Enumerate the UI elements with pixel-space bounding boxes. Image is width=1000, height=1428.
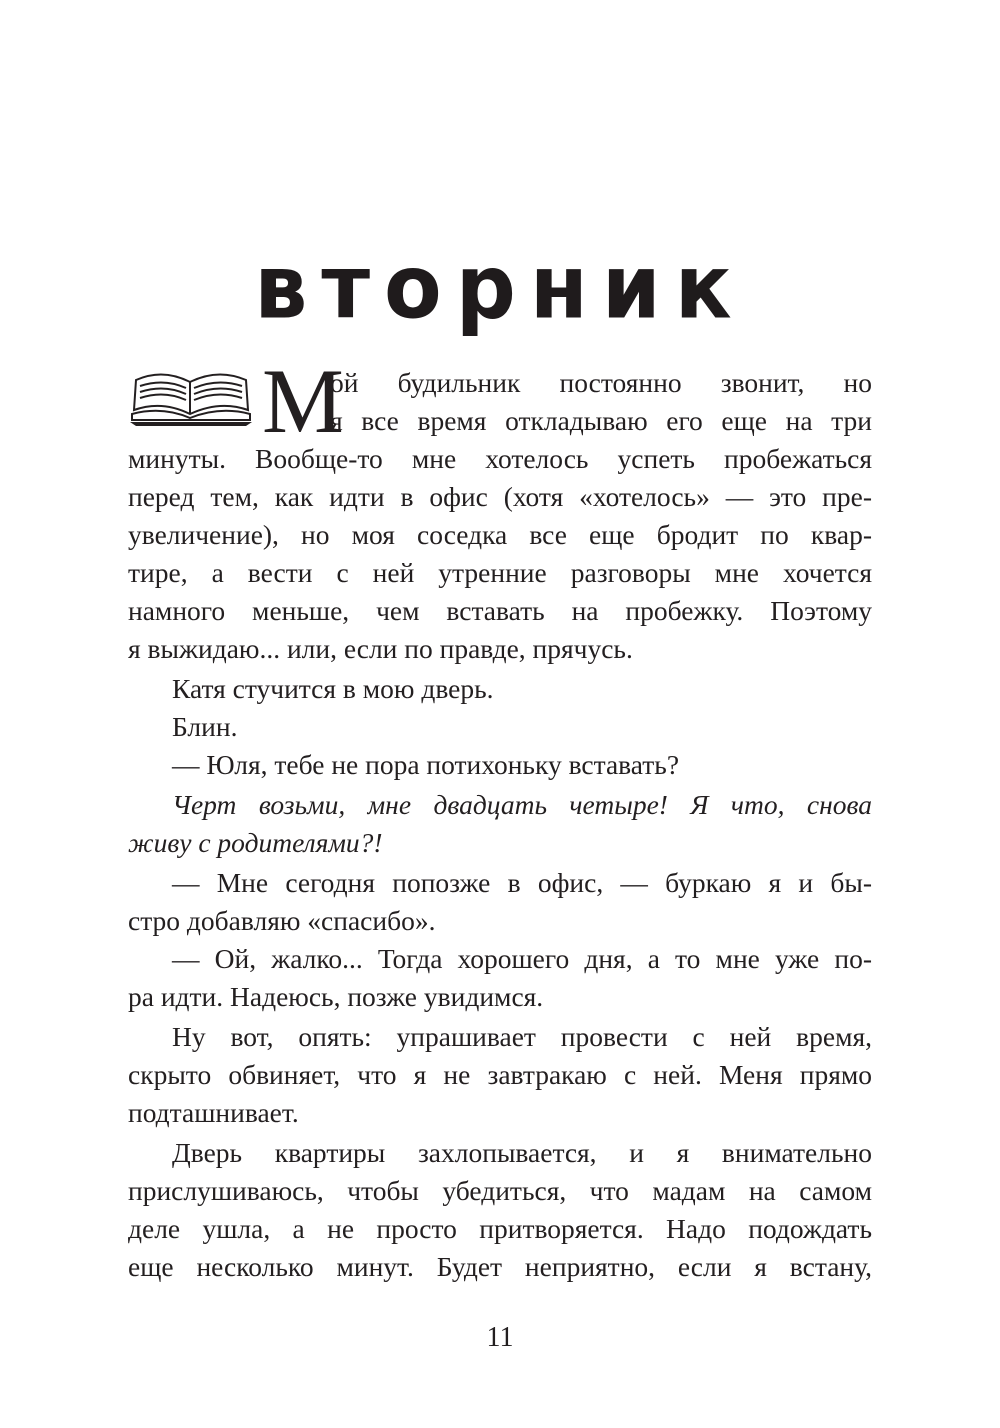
text-line: перед тем, как идти в офис (хотя «хотелось» — это пре- <box>128 481 872 512</box>
text-line: Блин. <box>172 711 238 742</box>
text-line: — Юля, тебе не пора потихоньку вставать? <box>172 749 680 780</box>
text-line: увеличение), но моя соседка все еще бродит по квар- <box>128 519 872 550</box>
text-line: минуты. Вообще-то мне хотелось успеть пробежаться <box>128 443 872 474</box>
text-line: ра идти. Надеюсь, позже увидимся. <box>128 981 544 1012</box>
text-line: скрыто обвиняет, что я не завтракаю с ней. Меня прямо <box>128 1059 872 1090</box>
text-line: — Ой, жалко... Тогда хорошего дня, а то мне уже по- <box>172 943 872 974</box>
text-line: стро добавляю «спасибо». <box>128 905 436 936</box>
text-line: прислушиваюсь, чтобы убедиться, что мадам на самом <box>128 1175 872 1206</box>
open-book-icon <box>128 360 254 428</box>
drop-cap: М <box>262 350 344 452</box>
text-line: намного меньше, чем вставать на пробежку. Поэтому <box>128 595 872 626</box>
page-number: 11 <box>486 1322 514 1353</box>
text-line: живу с родителями?! <box>128 827 383 858</box>
text-line: еще несколько минут. Будет неприятно, если я встану, <box>128 1251 872 1282</box>
text-line: — Мне сегодня попозже в офис, — буркаю я и бы- <box>172 867 872 898</box>
text-line: Черт возьми, мне двадцать четыре! Я что, снова <box>172 789 872 820</box>
text-line: деле ушла, а не просто притворяется. Надо подождать <box>128 1213 872 1244</box>
chapter-title: вторник <box>254 235 746 339</box>
text-line: я все время откладываю его еще на три <box>330 405 872 436</box>
text-line: ой будильник постоянно звонит, но <box>330 367 872 398</box>
text-line: тире, а вести с ней утренние разговоры мне хочется <box>128 557 872 588</box>
text-line: Дверь квартиры захлопывается, и я внимательно <box>172 1137 872 1168</box>
text-line: Ну вот, опять: упрашивает провести с ней время, <box>172 1021 872 1052</box>
text-line: Катя стучится в мою дверь. <box>172 673 494 704</box>
text-line: я выжидаю... или, если по правде, прячусь. <box>128 633 633 664</box>
text-line: подташнивает. <box>128 1097 299 1128</box>
